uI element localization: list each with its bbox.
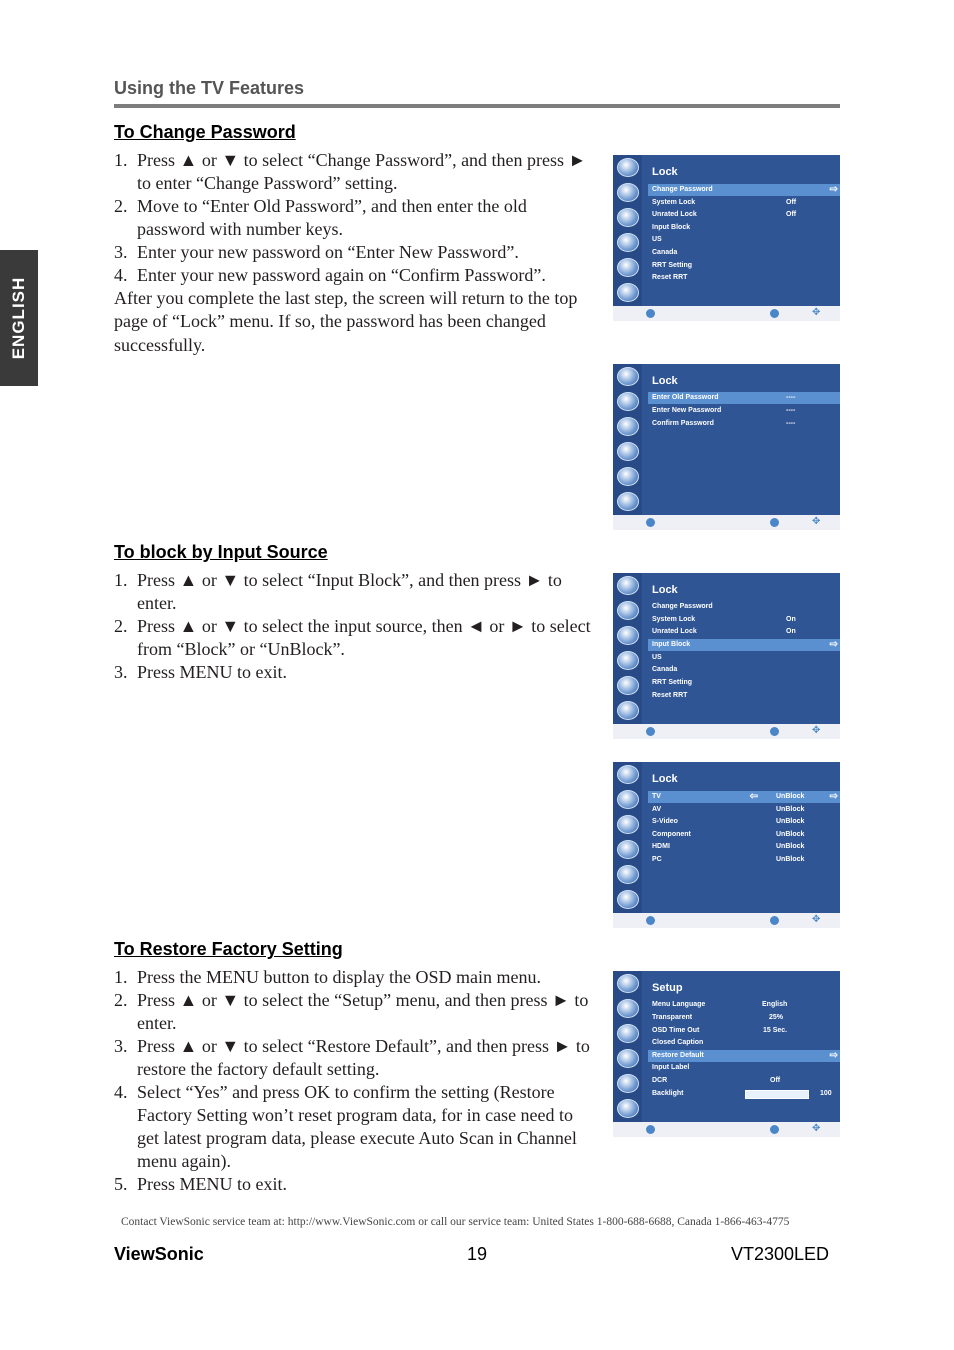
osd-hint-bar bbox=[613, 913, 840, 928]
change-password-heading: To Change Password bbox=[114, 122, 296, 142]
picture-icon bbox=[617, 974, 639, 993]
osd-row: S-Video UnBlock bbox=[652, 818, 805, 825]
arrow-right-icon: ⇨ bbox=[829, 1050, 838, 1061]
channel-icon bbox=[617, 651, 639, 670]
setup-icon bbox=[617, 890, 639, 909]
header-rule bbox=[114, 104, 840, 108]
osd-password-menu bbox=[613, 364, 840, 530]
setup-icon bbox=[617, 1099, 639, 1118]
audio-icon bbox=[617, 999, 639, 1018]
osd-icon-column bbox=[613, 762, 642, 913]
lock-icon bbox=[617, 467, 639, 486]
list-item: 2. Move to “Enter Old Password”, and then enter the old password with number keys. bbox=[114, 196, 527, 239]
osd-row: Unrated Lock Off bbox=[652, 211, 797, 218]
osd-title: Lock bbox=[652, 773, 678, 785]
audio-icon bbox=[617, 183, 639, 202]
osd-row: System Lock On bbox=[652, 616, 796, 623]
picture-icon bbox=[617, 367, 639, 386]
language-tab-label: ENGLISH bbox=[9, 276, 28, 360]
osd-row: Canada bbox=[652, 666, 678, 673]
osd-row: Restore Default ⇨ bbox=[648, 1050, 840, 1062]
list-item: 3. Press ▲ or ▼ to select “Restore Default”, and then press ► to restore the factory default setting. bbox=[114, 1036, 590, 1079]
arrow-right-icon: ⇨ bbox=[829, 791, 838, 802]
osd-row: Closed Caption bbox=[652, 1039, 704, 1046]
select-icon bbox=[770, 309, 779, 318]
audio-icon bbox=[617, 392, 639, 411]
clock-icon bbox=[617, 417, 639, 436]
osd-row: Change Password ⇨ bbox=[648, 184, 840, 196]
restore-steps bbox=[114, 966, 598, 1196]
back-icon bbox=[646, 916, 655, 925]
backlight-slider-fill bbox=[746, 1091, 808, 1098]
osd-icon-column bbox=[613, 155, 642, 306]
osd-hint-bar bbox=[613, 724, 840, 739]
clock-icon bbox=[617, 815, 639, 834]
list-item: 3. Press MENU to exit. bbox=[114, 662, 287, 682]
osd-row: Input Label bbox=[652, 1064, 690, 1071]
lock-icon bbox=[617, 1074, 639, 1093]
back-icon bbox=[646, 518, 655, 527]
list-item: 2. Press ▲ or ▼ to select the input source, then ◄ or ► to select from “Block” or “UnBlock”. bbox=[114, 616, 591, 659]
osd-row: DCR Off bbox=[652, 1077, 781, 1084]
osd-hint-bar bbox=[613, 515, 840, 530]
osd-row: Change Password bbox=[652, 603, 713, 610]
move-icon: ✥ bbox=[812, 516, 821, 527]
list-item: 2. Press ▲ or ▼ to select the “Setup” menu, and then press ► to enter. bbox=[114, 990, 589, 1033]
audio-icon bbox=[617, 601, 639, 620]
osd-row: Confirm Password ---- bbox=[652, 420, 796, 427]
osd-input-block-menu bbox=[613, 762, 840, 928]
osd-row: RRT Setting bbox=[652, 679, 693, 686]
channel-icon bbox=[617, 233, 639, 252]
lock-icon bbox=[617, 258, 639, 277]
clock-icon bbox=[617, 1024, 639, 1043]
arrow-right-icon: ⇨ bbox=[829, 639, 838, 650]
osd-row: Unrated Lock On bbox=[652, 628, 796, 635]
audio-icon bbox=[617, 790, 639, 809]
osd-row: Component UnBlock bbox=[652, 831, 805, 838]
osd-row: OSD Time Out 15 Sec. bbox=[652, 1027, 788, 1034]
block-input-steps bbox=[114, 569, 598, 684]
osd-row: Input Block ⇨ bbox=[648, 639, 840, 651]
osd-icon-column bbox=[613, 971, 642, 1122]
move-icon: ✥ bbox=[812, 914, 821, 925]
channel-icon bbox=[617, 1049, 639, 1068]
back-icon bbox=[646, 1125, 655, 1134]
picture-icon bbox=[617, 158, 639, 177]
osd-row: Backlight 100 bbox=[652, 1090, 832, 1097]
osd-row: PC UnBlock bbox=[652, 856, 805, 863]
clock-icon bbox=[617, 626, 639, 645]
osd-row: Input Block bbox=[652, 224, 691, 231]
osd-hint-bar bbox=[613, 306, 840, 321]
osd-icon-column bbox=[613, 573, 642, 724]
brand-name: ViewSonic bbox=[114, 1244, 204, 1264]
select-icon bbox=[770, 1125, 779, 1134]
picture-icon bbox=[617, 765, 639, 784]
osd-row: Enter New Password ---- bbox=[652, 407, 796, 414]
block-input-heading: To block by Input Source bbox=[114, 542, 328, 562]
arrow-right-icon: ⇨ bbox=[829, 184, 838, 195]
osd-row: Transparent 25% bbox=[652, 1014, 784, 1021]
lock-icon bbox=[617, 865, 639, 884]
list-item: 3. Enter your new password on “Enter New Password”. bbox=[114, 242, 519, 262]
setup-icon bbox=[617, 492, 639, 511]
osd-lock-menu-input bbox=[613, 573, 840, 739]
arrow-left-icon: ⇦ bbox=[749, 791, 758, 802]
osd-lock-menu bbox=[613, 155, 840, 321]
lock-icon bbox=[617, 676, 639, 695]
osd-row: System Lock Off bbox=[652, 199, 797, 206]
list-item: 1. Press ▲ or ▼ to select “Change Password”, and then press ► to enter “Change Password” setting. bbox=[114, 150, 587, 193]
setup-icon bbox=[617, 701, 639, 720]
osd-title: Setup bbox=[652, 982, 683, 994]
osd-setup-menu bbox=[613, 971, 840, 1137]
list-item: 1. Press the MENU button to display the OSD main menu. bbox=[114, 967, 541, 987]
select-icon bbox=[770, 916, 779, 925]
clock-icon bbox=[617, 208, 639, 227]
list-item: 1. Press ▲ or ▼ to select “Input Block”, and then press ► to enter. bbox=[114, 570, 562, 613]
osd-icon-column bbox=[613, 364, 642, 515]
move-icon: ✥ bbox=[812, 1123, 821, 1134]
osd-hint-bar bbox=[613, 1122, 840, 1137]
change-password-steps bbox=[114, 149, 598, 287]
osd-row: Enter Old Password ---- bbox=[648, 392, 840, 404]
language-tab bbox=[0, 250, 38, 386]
osd-row: AV UnBlock bbox=[652, 806, 805, 813]
list-item: 5. Press MENU to exit. bbox=[114, 1174, 287, 1194]
osd-title: Lock bbox=[652, 584, 678, 596]
osd-row: Reset RRT bbox=[652, 692, 688, 699]
section-title: Using the TV Features bbox=[114, 78, 305, 98]
channel-icon bbox=[617, 840, 639, 859]
osd-row: HDMI UnBlock bbox=[652, 843, 805, 850]
change-password-note: After you complete the last step, the screen will return to the top page of “Lock” menu. If so, the password has been changed successfully. bbox=[114, 288, 578, 355]
channel-icon bbox=[617, 442, 639, 461]
setup-icon bbox=[617, 283, 639, 302]
picture-icon bbox=[617, 576, 639, 595]
osd-row: Reset RRT bbox=[652, 274, 688, 281]
move-icon: ✥ bbox=[812, 307, 821, 318]
back-icon bbox=[646, 727, 655, 736]
list-item: 4. Select “Yes” and press OK to confirm the setting (Restore Factory Setting won’t reset program data, for in case need to get latest program data, please execute Auto Scan in Channel menu again). bbox=[114, 1082, 577, 1171]
backlight-slider bbox=[745, 1090, 809, 1099]
select-icon bbox=[770, 727, 779, 736]
osd-row: TV ⇦ UnBlock ⇨ bbox=[648, 791, 840, 803]
page-number: 19 bbox=[467, 1244, 488, 1264]
contact-line: Contact ViewSonic service team at: http://www.ViewSonic.com or call our service team: United States 1-800-688-6688, Canada 1-866-463-4775 bbox=[121, 1216, 790, 1228]
list-item: 4. Enter your new password again on “Confirm Password”. bbox=[114, 265, 546, 285]
osd-row: US bbox=[652, 236, 662, 243]
osd-title: Lock bbox=[652, 166, 678, 178]
osd-row: Menu Language English bbox=[652, 1001, 788, 1008]
select-icon bbox=[770, 518, 779, 527]
osd-row: Canada bbox=[652, 249, 678, 256]
osd-row: RRT Setting bbox=[652, 262, 693, 269]
move-icon: ✥ bbox=[812, 725, 821, 736]
model-name: VT2300LED bbox=[731, 1244, 830, 1264]
osd-title: Lock bbox=[652, 375, 678, 387]
restore-heading: To Restore Factory Setting bbox=[114, 939, 343, 959]
osd-row: US bbox=[652, 654, 662, 661]
back-icon bbox=[646, 309, 655, 318]
